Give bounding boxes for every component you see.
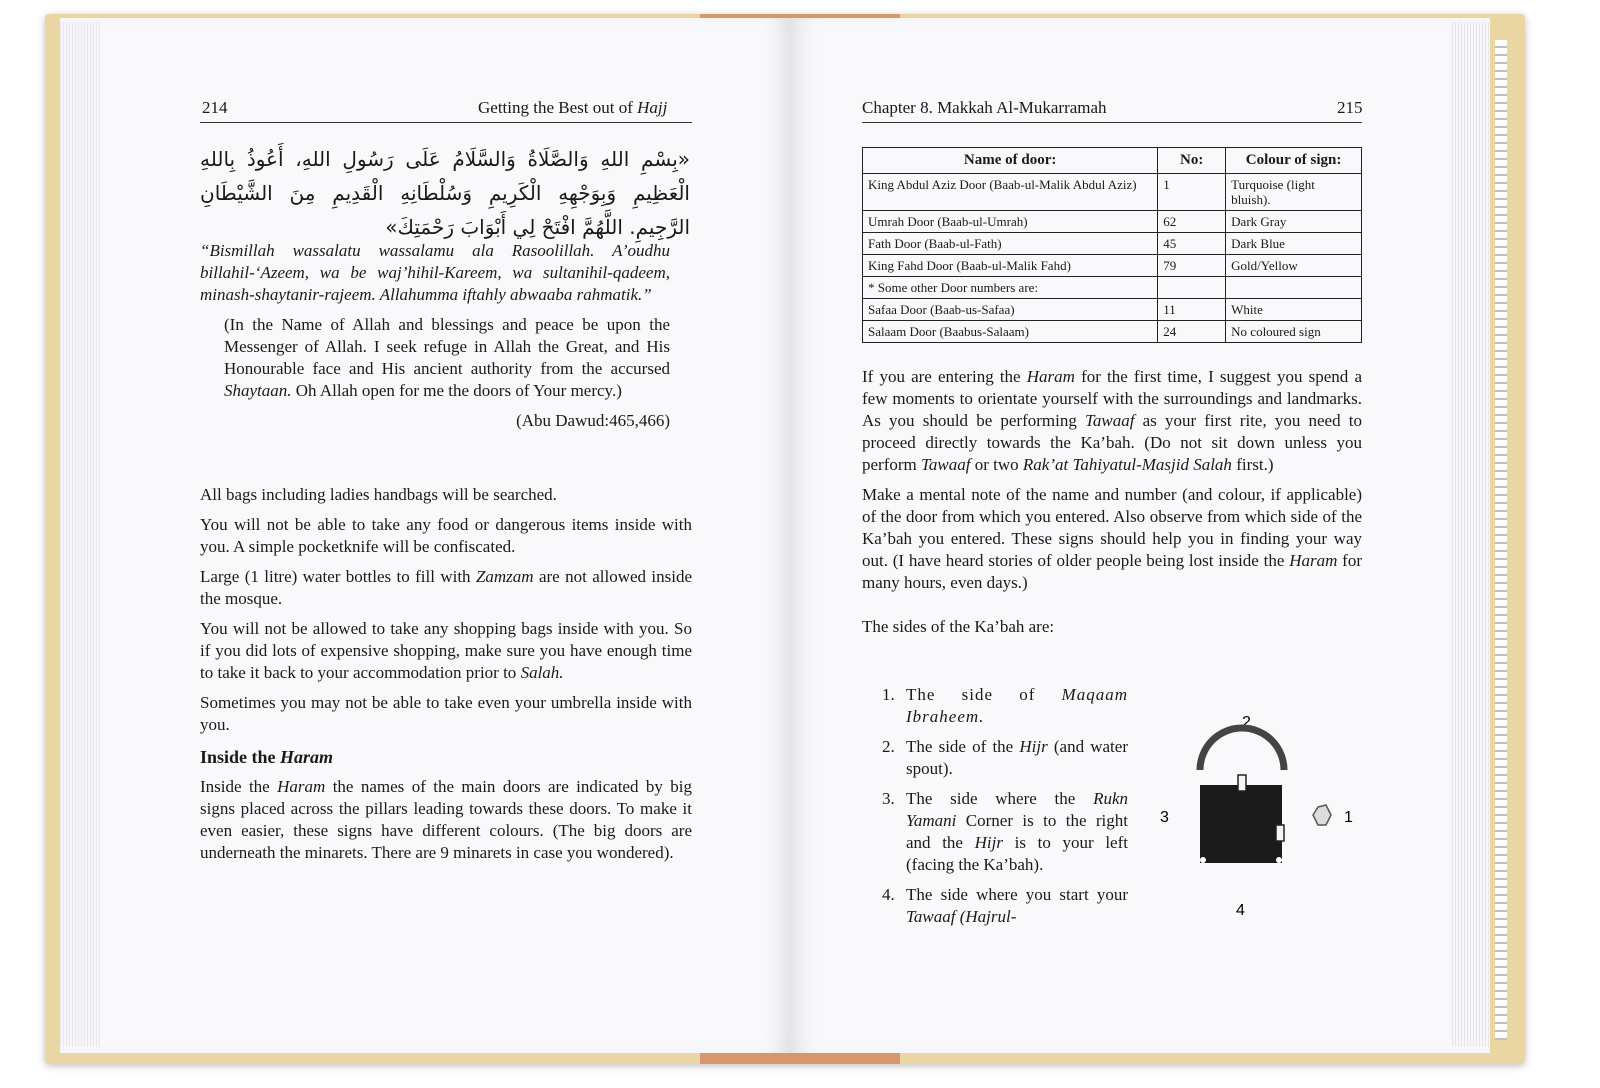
- corner-marker: [1200, 857, 1206, 863]
- page-edge-stack: [1495, 40, 1507, 1040]
- table-cell: 79: [1158, 255, 1226, 277]
- para-umbrella: Sometimes you may not be able to take even your umbrella inside with you.: [200, 693, 692, 734]
- table-cell: Dark Blue: [1226, 233, 1362, 255]
- table-header-row: [863, 148, 1362, 174]
- header-rule-right: [862, 122, 1362, 123]
- left-body: [200, 240, 670, 438]
- table-row: [863, 174, 1362, 211]
- side-label-2: 2: [1242, 714, 1251, 731]
- door-table: [862, 147, 1362, 343]
- table-cell: King Abdul Aziz Door (Baab-ul-Malik Abdul Aziz): [863, 174, 1158, 211]
- para-bags: All bags including ladies handbags will be searched.: [200, 485, 557, 504]
- water-spout: [1238, 775, 1246, 791]
- table-cell: [1158, 277, 1226, 299]
- table-row: [863, 321, 1362, 343]
- table-cell: Gold/Yellow: [1226, 255, 1362, 277]
- list-item: 2. The side of the Hijr (and water spout).: [882, 737, 1128, 778]
- list-item: 4. The side where you start your Tawaaf (Hajrul-: [882, 885, 1128, 926]
- table-cell: Turquoise (light bluish).: [1226, 174, 1362, 211]
- table-row: [863, 299, 1362, 321]
- table-cell: White: [1226, 299, 1362, 321]
- page-number-left: 214: [202, 98, 228, 117]
- para-food: You will not be able to take any food or dangerous items inside with you. A simple pocketknife will be confiscated.: [200, 515, 692, 556]
- sides-intro: The sides of the Ka’bah are:: [862, 617, 1055, 636]
- table-cell: 11: [1158, 299, 1226, 321]
- running-title-right: Chapter 8. Makkah Al-Mukarramah: [862, 98, 1107, 117]
- header-rule-left: [200, 122, 692, 123]
- corner-marker: [1276, 857, 1282, 863]
- arabic-dua: «بِسْمِ اللهِ وَالصَّلَاةُ وَالسَّلَامُ عَلَى رَسُولِ اللهِ، أَعُوذُ بِاللهِ الْعَظِيمِ وَبِوَجْهِهِ الْكَرِيمِ وَسُلْطَانِهِ الْقَدِيمِ مِنَ الشَّيْطَانِ الرَّجِيمِ. اللَّهُمَّ افْتَحْ لِي أَبْوَابَ رَحْمَتِكَ»: [200, 147, 690, 239]
- table-cell: Dark Gray: [1226, 211, 1362, 233]
- translation: (In the Name of Allah and blessings and peace be upon the Messenger of Allah. I seek refuge in Allah the Great, and His Honourable face and His ancient authority from the accursed Shaytaan. Oh Allah open for me the doors of Your mercy.): [224, 315, 670, 400]
- kabah-diagram: [1150, 705, 1370, 935]
- para-mental-note: Make a mental note of the name and number (and colour, if applicable) of the door from which you entered. Also observe from which side of the Ka’bah you entered. These signs should help you in finding your way out. (I have heard stories of older people being lost inside the Haram for many hours, even days.): [862, 485, 1362, 592]
- kabah-door: [1276, 825, 1284, 841]
- list-item: 3. The side where the Rukn Yamani Corner is to the right and the Hijr is to your left (facing the Ka’bah).: [882, 789, 1128, 874]
- table-cell: Salaam Door (Baabus-Salaam): [863, 321, 1158, 343]
- table-cell: 45: [1158, 233, 1226, 255]
- table-header: Name of door:: [863, 148, 1158, 174]
- section-heading: Inside the Haram: [200, 747, 334, 767]
- hijr-arc: [1200, 728, 1284, 770]
- table-cell: No coloured sign: [1226, 321, 1362, 343]
- para-inside-haram: Inside the Haram the names of the main doors are indicated by big signs placed across the pillars leading towards these doors. To make it even easier, these signs have different colours. (The big doors are underneath the minarets. There are 9 minarets in case you wondered).: [200, 777, 692, 862]
- page-edges-right: [1450, 22, 1490, 1047]
- page-number-right: 215: [1337, 98, 1363, 117]
- side-label-4: 4: [1236, 902, 1245, 919]
- kabah-shape: [1200, 785, 1282, 863]
- transliteration: “Bismillah wassalatu wassalamu ala Rasoolillah. A’oudhu billahil-‘Azeem, wa be waj’hihil-Kareem, wa sultanihil-qadeem, minash-shaytanir-rajeem. Allahumma iftahly abwaaba rahmatik.”: [200, 241, 670, 304]
- list-item: 1. The side of Maqaam Ibraheem.: [882, 685, 1128, 726]
- table-cell: King Fahd Door (Baab-ul-Malik Fahd): [863, 255, 1158, 277]
- table-cell: Safaa Door (Baab-us-Safaa): [863, 299, 1158, 321]
- para-shopping: You will not be allowed to take any shopping bags inside with you. So if you did lots of expensive shopping, make sure you have enough time to take it back to your accommodation prior to Salah.: [200, 619, 692, 682]
- page-edges-left: [60, 22, 100, 1047]
- side-label-1: 1: [1344, 809, 1353, 826]
- para-water: Large (1 litre) water bottles to fill with Zamzam are not allowed inside the mosque.: [200, 567, 693, 608]
- side-label-3: 3: [1160, 809, 1169, 826]
- table-header: No:: [1158, 148, 1226, 174]
- table-cell: * Some other Door numbers are:: [863, 277, 1158, 299]
- table-row: [863, 211, 1362, 233]
- table-cell: 1: [1158, 174, 1226, 211]
- para-entering: If you are entering the Haram for the first time, I suggest you spend a few moments to orientate yourself with the surroundings and landmarks. As you should be performing Tawaaf as your first rite, you need to proceed directly towards the Ka’bah. (Do not sit down unless you perform Tawaaf or two Rak’at Tahiyatul-Masjid Salah first.): [862, 367, 1362, 474]
- table-cell: 62: [1158, 211, 1226, 233]
- right-body: [862, 366, 1362, 646]
- table-row: [863, 255, 1362, 277]
- table-cell: Fath Door (Baab-ul-Fath): [863, 233, 1158, 255]
- table-cell: 24: [1158, 321, 1226, 343]
- table-header: Colour of sign:: [1226, 148, 1362, 174]
- table-cell: [1226, 277, 1362, 299]
- table-cell: Umrah Door (Baab-ul-Umrah): [863, 211, 1158, 233]
- running-title-left: Getting the Best out of Hajj: [478, 98, 668, 117]
- maqaam-ibraheem-icon: [1313, 805, 1331, 825]
- table-row: [863, 277, 1362, 299]
- citation: (Abu Dawud:465,466): [516, 411, 670, 430]
- sides-list: [882, 684, 1128, 928]
- table-row: [863, 233, 1362, 255]
- left-body-2: [200, 484, 692, 872]
